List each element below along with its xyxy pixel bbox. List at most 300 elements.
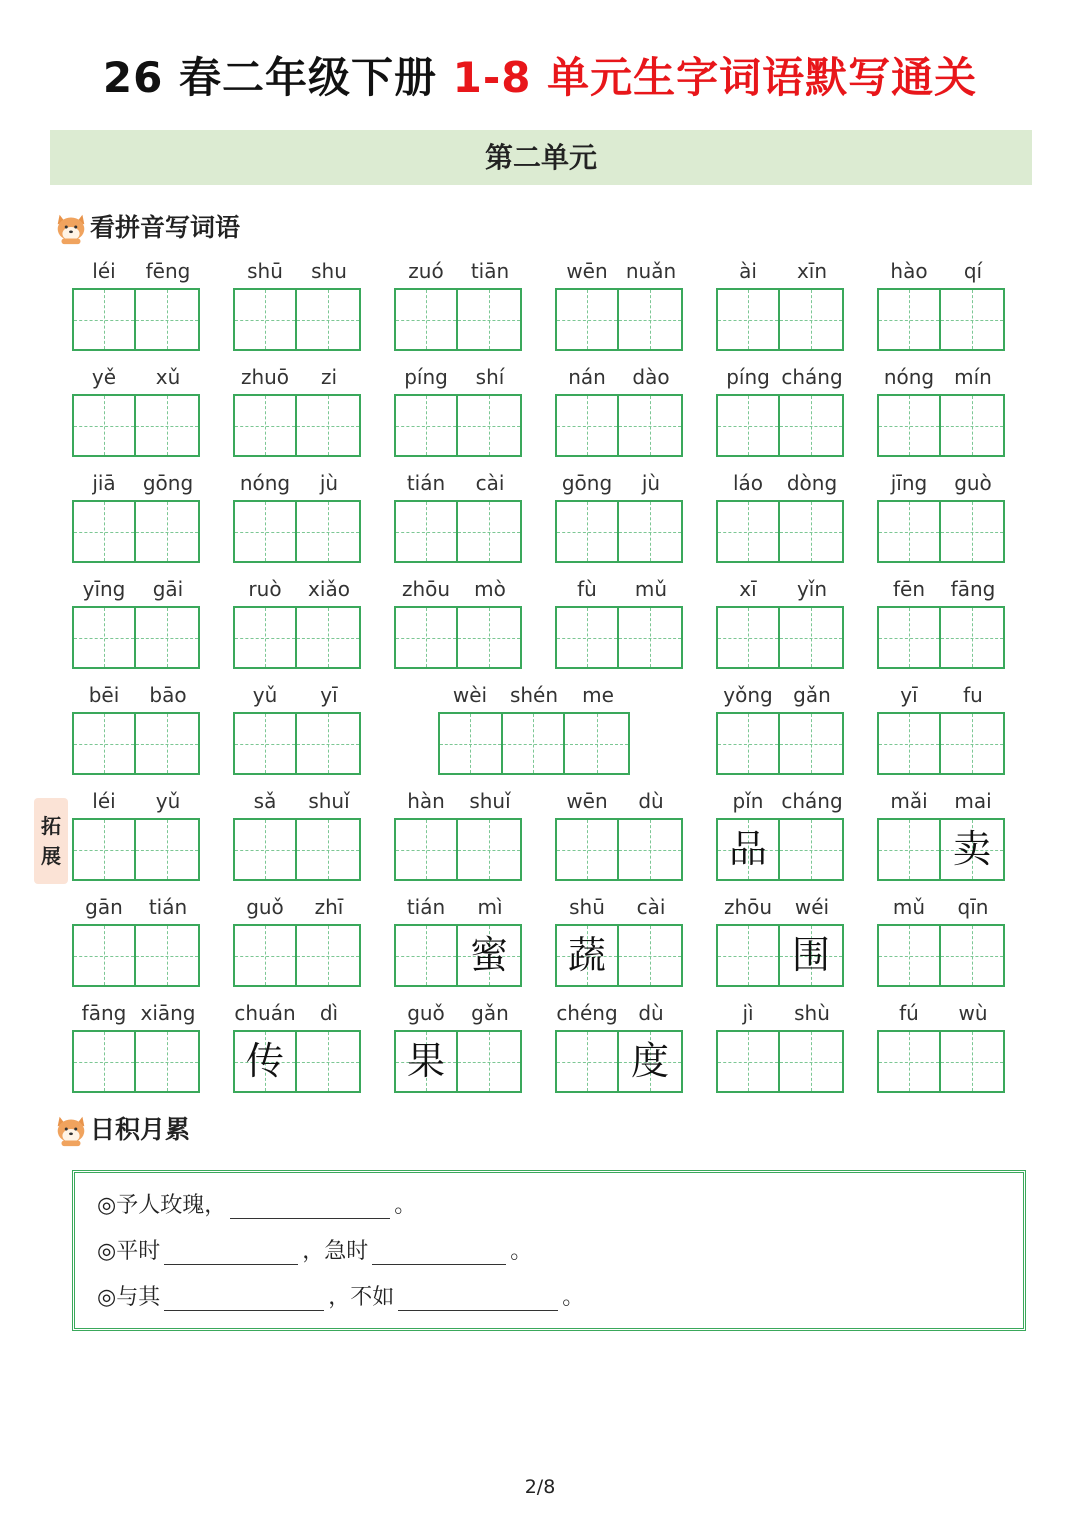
pinyin-row (877, 258, 1005, 284)
title-topic: 1-8 单元生字词语默写通关 (452, 53, 978, 102)
pinyin-row (716, 576, 844, 602)
pinyin-row (233, 364, 361, 390)
word-item (555, 1000, 683, 1094)
tianzige-boxes (72, 818, 200, 881)
tianzige-cell[interactable] (458, 396, 520, 455)
pinyin-syllable: nuǎn (625, 259, 677, 283)
tianzige-cell[interactable] (879, 396, 941, 455)
word-item (394, 470, 522, 564)
word-item (555, 788, 683, 882)
word-item (716, 364, 844, 458)
tianzige-cell[interactable] (879, 608, 941, 667)
tianzige-cell[interactable] (619, 926, 681, 985)
pinyin-syllable: shū (247, 259, 283, 283)
tianzige-cell[interactable] (879, 1032, 941, 1091)
hint-character: 果 (407, 1039, 446, 1083)
tianzige-cell[interactable] (136, 926, 198, 985)
pinyin-syllable: zi (320, 365, 338, 389)
word-item (877, 788, 1005, 882)
tianzige-cell[interactable] (879, 290, 941, 349)
pinyin-syllable: dù (638, 789, 664, 813)
tianzige-cell[interactable] (780, 1032, 842, 1091)
shiba-dog-icon (52, 209, 90, 247)
pinyin-syllable: bēi (88, 683, 120, 707)
pinyin-syllable: zhuō (240, 365, 290, 389)
tianzige-boxes (394, 1030, 522, 1093)
word-item (72, 788, 200, 882)
tianzige-boxes (555, 606, 683, 669)
pinyin-syllable: fēng (145, 259, 191, 283)
pinyin-syllable: pǐn (732, 789, 764, 813)
tianzige-cell[interactable] (297, 502, 359, 561)
pinyin-syllable: cháng (781, 365, 843, 389)
tianzige-cell[interactable] (297, 396, 359, 455)
tianzige-cell[interactable] (718, 820, 780, 879)
word-item (716, 682, 844, 776)
word-item (877, 1000, 1005, 1094)
tianzige-cell[interactable] (74, 396, 136, 455)
pinyin-syllable: wéi (794, 895, 830, 919)
tianzige-cell[interactable] (136, 290, 198, 349)
pinyin-row (555, 788, 683, 814)
proverb-line (97, 1185, 416, 1219)
tianzige-cell[interactable] (297, 1032, 359, 1091)
tianzige-cell[interactable] (297, 290, 359, 349)
pinyin-row (72, 364, 200, 390)
pinyin-row (72, 1000, 200, 1026)
tianzige-cell[interactable] (718, 396, 780, 455)
tianzige-cell[interactable] (941, 290, 1003, 349)
tianzige-cell[interactable] (235, 608, 297, 667)
section-header-accumulation (52, 1110, 190, 1150)
word-item (438, 682, 630, 776)
word-item (394, 788, 522, 882)
tianzige-cell[interactable] (780, 396, 842, 455)
tianzige-boxes (233, 288, 361, 351)
page-number: 2/8 (524, 1476, 556, 1498)
pinyin-syllable: mì (477, 895, 503, 919)
tianzige-cell[interactable] (780, 926, 842, 985)
section-header-pinyin (52, 208, 240, 248)
pinyin-syllable: xī (739, 577, 757, 601)
pinyin-row (72, 258, 200, 284)
tianzige-cell[interactable] (879, 714, 941, 773)
tianzige-boxes (233, 394, 361, 457)
tianzige-cell[interactable] (619, 820, 681, 879)
tianzige-cell[interactable] (235, 926, 297, 985)
tianzige-cell[interactable] (941, 608, 1003, 667)
tianzige-cell[interactable] (136, 820, 198, 879)
pinyin-row (877, 788, 1005, 814)
tianzige-boxes (877, 288, 1005, 351)
tianzige-cell[interactable] (396, 820, 458, 879)
pinyin-syllable: xǔ (155, 365, 181, 389)
pinyin-syllable: gǎn (471, 1001, 509, 1025)
pinyin-row (877, 364, 1005, 390)
tianzige-boxes (716, 1030, 844, 1093)
pinyin-syllable: píng (726, 365, 770, 389)
tianzige-boxes (394, 924, 522, 987)
tianzige-boxes (72, 288, 200, 351)
pinyin-syllable: xiāng (140, 1001, 196, 1025)
tianzige-boxes (233, 712, 361, 775)
fill-blank[interactable] (230, 1194, 390, 1219)
pinyin-row (233, 470, 361, 496)
pinyin-syllable: shí (475, 365, 505, 389)
pinyin-syllable: tián (406, 895, 446, 919)
pinyin-syllable: zhōu (401, 577, 451, 601)
pinyin-syllable: yī (320, 683, 338, 707)
tianzige-cell[interactable] (297, 608, 359, 667)
tianzige-cell[interactable] (718, 1032, 780, 1091)
tianzige-cell[interactable] (619, 502, 681, 561)
pinyin-syllable: guò (954, 471, 992, 495)
proverb-text: ，急时 (302, 1239, 369, 1264)
tianzige-cell[interactable] (297, 820, 359, 879)
word-item (555, 258, 683, 352)
pinyin-syllable: fēn (892, 577, 926, 601)
tianzige-cell[interactable] (718, 926, 780, 985)
tianzige-cell[interactable] (136, 608, 198, 667)
tianzige-cell[interactable] (780, 290, 842, 349)
word-item (555, 470, 683, 564)
tianzige-cell[interactable] (619, 396, 681, 455)
tianzige-cell[interactable] (458, 608, 520, 667)
pinyin-syllable: xīn (796, 259, 828, 283)
tianzige-cell[interactable] (619, 1032, 681, 1091)
pinyin-syllable: mín (954, 365, 992, 389)
pinyin-syllable: me (582, 683, 614, 707)
pinyin-row (72, 470, 200, 496)
tianzige-cell[interactable] (879, 502, 941, 561)
proverb-line (97, 1277, 584, 1311)
tianzige-cell[interactable] (235, 1032, 297, 1091)
tianzige-cell[interactable] (235, 502, 297, 561)
tianzige-boxes (555, 394, 683, 457)
word-item (233, 788, 361, 882)
tianzige-cell[interactable] (718, 608, 780, 667)
tianzige-cell[interactable] (396, 926, 458, 985)
tianzige-boxes (233, 500, 361, 563)
tianzige-cell[interactable] (396, 608, 458, 667)
tianzige-cell[interactable] (780, 502, 842, 561)
tianzige-boxes (555, 1030, 683, 1093)
proverb-text: 。 (510, 1239, 533, 1264)
tianzige-cell[interactable] (879, 820, 941, 879)
tianzige-cell[interactable] (619, 608, 681, 667)
tianzige-boxes (438, 712, 630, 775)
word-item (394, 576, 522, 670)
tianzige-cell[interactable] (458, 926, 520, 985)
tianzige-cell[interactable] (396, 396, 458, 455)
tianzige-cell[interactable] (718, 502, 780, 561)
tianzige-boxes (555, 818, 683, 881)
tianzige-cell[interactable] (503, 714, 566, 773)
tianzige-cell[interactable] (557, 290, 619, 349)
tianzige-cell[interactable] (396, 290, 458, 349)
accumulation-box (72, 1170, 1026, 1331)
tianzige-boxes (877, 1030, 1005, 1093)
tianzige-boxes (72, 924, 200, 987)
proverb-line (97, 1231, 532, 1265)
word-item (716, 894, 844, 988)
tianzige-cell[interactable] (440, 714, 503, 773)
pinyin-syllable: gāi (152, 577, 184, 601)
tianzige-cell[interactable] (557, 396, 619, 455)
pinyin-syllable: zuó (408, 259, 444, 283)
pinyin-syllable: dì (319, 1001, 339, 1025)
tianzige-boxes (555, 924, 683, 987)
tianzige-cell[interactable] (136, 396, 198, 455)
tianzige-cell[interactable] (780, 608, 842, 667)
tianzige-cell[interactable] (74, 820, 136, 879)
tianzige-cell[interactable] (235, 714, 297, 773)
tianzige-boxes (394, 818, 522, 881)
word-item (877, 258, 1005, 352)
tianzige-cell[interactable] (941, 502, 1003, 561)
pinyin-syllable: mǎi (890, 789, 928, 813)
word-item (72, 894, 200, 988)
word-item (233, 258, 361, 352)
pinyin-syllable: léi (92, 259, 116, 283)
tianzige-cell[interactable] (557, 1032, 619, 1091)
tianzige-cell[interactable] (780, 820, 842, 879)
extension-tab (34, 798, 68, 884)
tianzige-cell[interactable] (941, 926, 1003, 985)
tianzige-boxes (72, 606, 200, 669)
word-item (394, 364, 522, 458)
word-item (555, 364, 683, 458)
page-title (0, 48, 1080, 108)
pinyin-syllable: yě (91, 365, 117, 389)
tianzige-cell[interactable] (74, 502, 136, 561)
pinyin-row (72, 788, 200, 814)
fill-blank[interactable] (164, 1286, 324, 1311)
fill-blank[interactable] (398, 1286, 558, 1311)
pinyin-syllable: wù (958, 1001, 988, 1025)
tianzige-cell[interactable] (458, 1032, 520, 1091)
pinyin-syllable: gōng (142, 471, 194, 495)
tianzige-cell[interactable] (941, 1032, 1003, 1091)
tianzige-cell[interactable] (619, 290, 681, 349)
tianzige-cell[interactable] (297, 926, 359, 985)
tianzige-cell[interactable] (458, 820, 520, 879)
pinyin-row (716, 894, 844, 920)
fill-blank[interactable] (372, 1240, 506, 1265)
tianzige-cell[interactable] (136, 1032, 198, 1091)
tianzige-boxes (233, 606, 361, 669)
tianzige-cell[interactable] (941, 820, 1003, 879)
proverb-text: 。 (562, 1285, 585, 1310)
fill-blank[interactable] (164, 1240, 298, 1265)
pinyin-syllable: shuǐ (308, 789, 350, 813)
pinyin-syllable: chéng (556, 1001, 618, 1025)
tianzige-cell[interactable] (235, 290, 297, 349)
tianzige-boxes (72, 394, 200, 457)
tianzige-boxes (555, 500, 683, 563)
tianzige-boxes (716, 924, 844, 987)
pinyin-row (877, 682, 1005, 708)
pinyin-syllable: fù (577, 577, 597, 601)
pinyin-syllable: wēn (566, 789, 608, 813)
proverb-text: ◎予人玫瑰， (97, 1193, 227, 1218)
tianzige-cell[interactable] (74, 714, 136, 773)
tianzige-cell[interactable] (941, 714, 1003, 773)
pinyin-row (555, 470, 683, 496)
tianzige-boxes (233, 818, 361, 881)
tianzige-boxes (877, 924, 1005, 987)
tianzige-cell[interactable] (235, 396, 297, 455)
pinyin-syllable: qīn (957, 895, 989, 919)
word-item (555, 894, 683, 988)
extension-tab-char: 展 (41, 844, 61, 868)
pinyin-syllable: yǔ (252, 683, 278, 707)
pinyin-syllable: fu (963, 683, 983, 707)
pinyin-row (555, 576, 683, 602)
tianzige-boxes (72, 1030, 200, 1093)
tianzige-boxes (233, 1030, 361, 1093)
pinyin-row (394, 894, 522, 920)
tianzige-cell[interactable] (941, 396, 1003, 455)
tianzige-boxes (233, 924, 361, 987)
tianzige-cell[interactable] (235, 820, 297, 879)
pinyin-syllable: shén (509, 683, 559, 707)
tianzige-cell[interactable] (458, 502, 520, 561)
word-item (72, 258, 200, 352)
word-item (394, 1000, 522, 1094)
tianzige-cell[interactable] (780, 714, 842, 773)
pinyin-syllable: guǒ (246, 895, 284, 919)
tianzige-cell[interactable] (557, 820, 619, 879)
pinyin-syllable: yǔ (155, 789, 181, 813)
pinyin-syllable: dù (638, 1001, 664, 1025)
word-item (877, 364, 1005, 458)
pinyin-syllable: yīng (82, 577, 126, 601)
pinyin-row (716, 364, 844, 390)
tianzige-cell[interactable] (565, 714, 628, 773)
tianzige-cell[interactable] (718, 714, 780, 773)
pinyin-syllable: cài (636, 895, 666, 919)
proverb-text: ，不如 (328, 1285, 395, 1310)
tianzige-boxes (72, 712, 200, 775)
pinyin-row (394, 1000, 522, 1026)
tianzige-boxes (877, 818, 1005, 881)
pinyin-row (716, 470, 844, 496)
tianzige-cell[interactable] (136, 502, 198, 561)
pinyin-row (716, 682, 844, 708)
tianzige-cell[interactable] (74, 290, 136, 349)
pinyin-syllable: ài (739, 259, 757, 283)
pinyin-row (877, 894, 1005, 920)
word-item (233, 1000, 361, 1094)
pinyin-syllable: gōng (561, 471, 613, 495)
word-item (877, 894, 1005, 988)
word-item (72, 470, 200, 564)
pinyin-syllable: sǎ (253, 789, 277, 813)
tianzige-boxes (394, 606, 522, 669)
pinyin-syllable: jīng (890, 471, 928, 495)
pinyin-syllable: shū (569, 895, 605, 919)
pinyin-syllable: ruò (248, 577, 282, 601)
tianzige-cell[interactable] (74, 1032, 136, 1091)
hint-character: 蜜 (470, 933, 509, 977)
tianzige-boxes (716, 818, 844, 881)
title-grade: 26 春二年级下册 (102, 53, 453, 102)
tianzige-boxes (72, 500, 200, 563)
tianzige-boxes (877, 712, 1005, 775)
pinyin-syllable: jì (742, 1001, 754, 1025)
pinyin-syllable: shù (794, 1001, 830, 1025)
pinyin-row (233, 682, 361, 708)
pinyin-syllable: jiā (92, 471, 116, 495)
word-item (233, 470, 361, 564)
tianzige-cell[interactable] (557, 608, 619, 667)
word-item (233, 364, 361, 458)
pinyin-syllable: píng (404, 365, 448, 389)
pinyin-row (877, 470, 1005, 496)
tianzige-boxes (877, 606, 1005, 669)
word-item (394, 894, 522, 988)
tianzige-boxes (716, 712, 844, 775)
word-item (233, 894, 361, 988)
pinyin-syllable: bāo (149, 683, 187, 707)
tianzige-cell[interactable] (136, 714, 198, 773)
tianzige-cell[interactable] (396, 1032, 458, 1091)
pinyin-syllable: cháng (781, 789, 843, 813)
word-item (233, 576, 361, 670)
pinyin-syllable: nóng (883, 365, 935, 389)
tianzige-cell[interactable] (458, 290, 520, 349)
word-item (394, 258, 522, 352)
tianzige-cell[interactable] (879, 926, 941, 985)
pinyin-syllable: wēn (566, 259, 608, 283)
hint-character: 度 (631, 1039, 670, 1083)
hint-character: 品 (729, 827, 768, 871)
pinyin-syllable: fāng (950, 577, 996, 601)
pinyin-syllable: yī (900, 683, 918, 707)
tianzige-cell[interactable] (557, 926, 619, 985)
word-item (72, 1000, 200, 1094)
tianzige-boxes (716, 606, 844, 669)
section-label: 看拼音写词语 (90, 213, 241, 242)
pinyin-row (394, 364, 522, 390)
pinyin-syllable: láo (732, 471, 764, 495)
word-item (877, 576, 1005, 670)
pinyin-syllable: nán (568, 365, 606, 389)
pinyin-row (394, 576, 522, 602)
pinyin-syllable: tián (406, 471, 446, 495)
pinyin-row (555, 258, 683, 284)
hint-character: 围 (792, 933, 831, 977)
tianzige-cell[interactable] (74, 608, 136, 667)
tianzige-cell[interactable] (396, 502, 458, 561)
word-item (877, 470, 1005, 564)
pinyin-syllable: gān (85, 895, 123, 919)
pinyin-syllable: guǒ (407, 1001, 445, 1025)
pinyin-row (877, 1000, 1005, 1026)
pinyin-row (72, 682, 200, 708)
tianzige-cell[interactable] (557, 502, 619, 561)
tianzige-cell[interactable] (718, 290, 780, 349)
pinyin-row (233, 894, 361, 920)
tianzige-cell[interactable] (74, 926, 136, 985)
pinyin-syllable: mǔ (892, 895, 926, 919)
pinyin-row (72, 576, 200, 602)
extension-tab-char: 拓 (41, 814, 61, 838)
pinyin-syllable: xiǎo (308, 577, 350, 601)
word-item (555, 576, 683, 670)
tianzige-cell[interactable] (297, 714, 359, 773)
